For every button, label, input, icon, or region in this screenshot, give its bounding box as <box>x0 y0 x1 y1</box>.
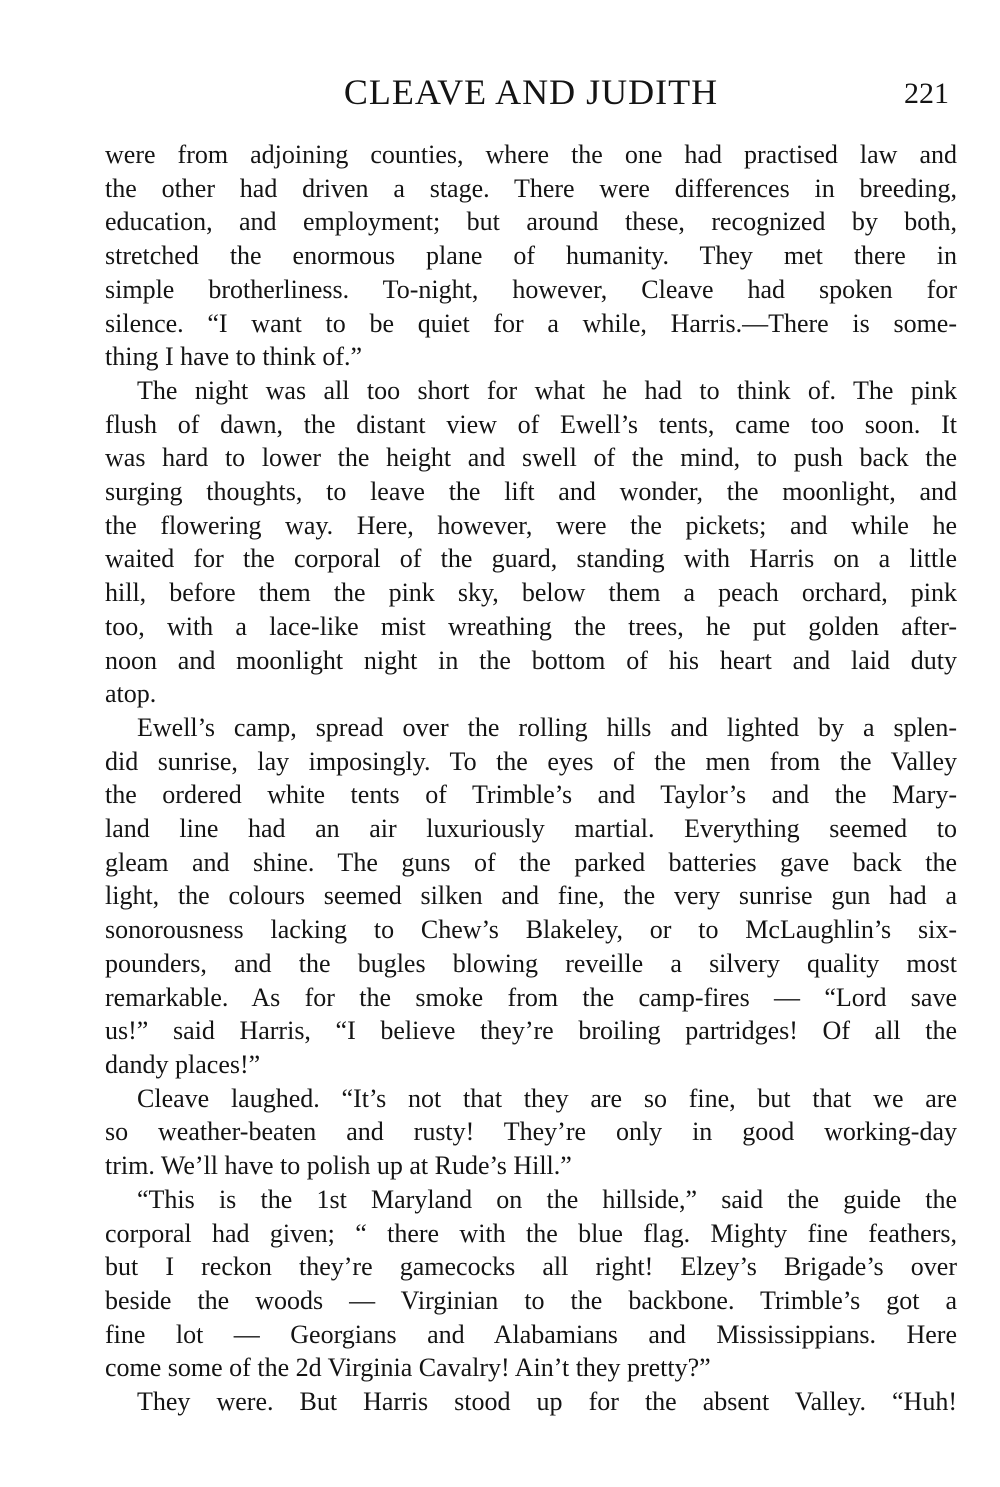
text-line: but I reckon they’re gamecocks all right! Elzey’s Brigade’s over <box>105 1252 957 1282</box>
text-line: the flowering way. Here, however, were the pickets; and while he <box>105 510 957 540</box>
text-line: hill, before them the pink sky, below them a peach orchard, pink <box>105 578 957 608</box>
text-line: They were. But Harris stood up for the absent Valley. “Huh! <box>137 1387 957 1417</box>
body-text <box>105 138 957 1419</box>
paragraph <box>105 711 957 1082</box>
text-line: Ewell’s camp, spread over the rolling hills and lighted by a splen- <box>137 712 957 742</box>
page-number: 221 <box>904 77 949 110</box>
text-line: waited for the corporal of the guard, standing with Harris on a little <box>105 544 957 574</box>
text-line: “This is the 1st Maryland on the hillside,” said the guide the <box>137 1184 957 1214</box>
text-line: the ordered white tents of Trimble’s and Taylor’s and the Mary- <box>105 780 957 810</box>
text-line: light, the colours seemed silken and fine, the very sunrise gun had a <box>105 881 957 911</box>
text-line: noon and moonlight night in the bottom of his heart and laid duty <box>105 645 957 675</box>
text-line: stretched the enormous plane of humanity. They met there in <box>105 241 957 271</box>
text-line: fine lot — Georgians and Alabamians and Mississippians. Here <box>105 1319 957 1349</box>
text-line: the other had driven a stage. There were differences in breeding, <box>105 173 957 203</box>
text-line: us!” said Harris, “I believe they’re broiling partridges! Of all the <box>105 1016 957 1046</box>
text-line: atop. <box>105 679 157 709</box>
text-line: gleam and shine. The guns of the parked batteries gave back the <box>105 847 957 877</box>
text-line: were from adjoining counties, where the one had practised law and <box>105 140 957 169</box>
paragraph <box>105 1385 957 1419</box>
text-line: silence. “I want to be quiet for a while, Harris.—There is some- <box>105 308 957 338</box>
running-title: CLEAVE AND JUDITH <box>343 72 719 112</box>
text-line: too, with a lace-like mist wreathing the trees, he put golden after- <box>105 611 957 641</box>
paragraph <box>105 1183 957 1385</box>
text-line: education, and employment; but around these, recognized by both, <box>105 207 957 237</box>
text-line: simple brotherliness. To-night, however, Cleave had spoken for <box>105 274 957 304</box>
book-page <box>105 70 957 1419</box>
text-line: flush of dawn, the distant view of Ewell’s tents, came too soon. It <box>105 409 957 439</box>
text-line: land line had an air luxuriously martial. Everything seemed to <box>105 814 957 844</box>
text-line: was hard to lower the height and swell of the mind, to push back the <box>105 443 957 473</box>
text-line: sonorousness lacking to Chew’s Blakeley, or to McLaughlin’s six- <box>105 915 957 945</box>
paragraph <box>105 1082 957 1183</box>
running-head <box>105 70 957 118</box>
text-line: come some of the 2d Virginia Cavalry! Ain’t they pretty?” <box>105 1353 711 1383</box>
text-line: did sunrise, lay imposingly. To the eyes of the men from the Valley <box>105 746 957 776</box>
paragraph <box>105 374 957 711</box>
paragraph <box>105 138 957 374</box>
text-line: Cleave laughed. “It’s not that they are so fine, but that we are <box>137 1083 957 1113</box>
text-line: corporal had given; “ there with the blue flag. Mighty fine feathers, <box>105 1218 957 1248</box>
text-line: beside the woods — Virginian to the backbone. Trimble’s got a <box>105 1285 957 1315</box>
text-line: dandy places!” <box>105 1049 261 1079</box>
text-line: trim. We’ll have to polish up at Rude’s Hill.” <box>105 1151 572 1181</box>
text-line: pounders, and the bugles blowing reveille a silvery quality most <box>105 948 957 978</box>
text-line: remarkable. As for the smoke from the camp-fires — “Lord save <box>105 982 957 1012</box>
text-line: thing I have to think of.” <box>105 342 363 372</box>
text-line: surging thoughts, to leave the lift and wonder, the moonlight, and <box>105 477 957 507</box>
text-line: so weather-beaten and rusty! They’re only in good working-day <box>105 1117 957 1147</box>
text-line: The night was all too short for what he had to think of. The pink <box>137 375 957 405</box>
